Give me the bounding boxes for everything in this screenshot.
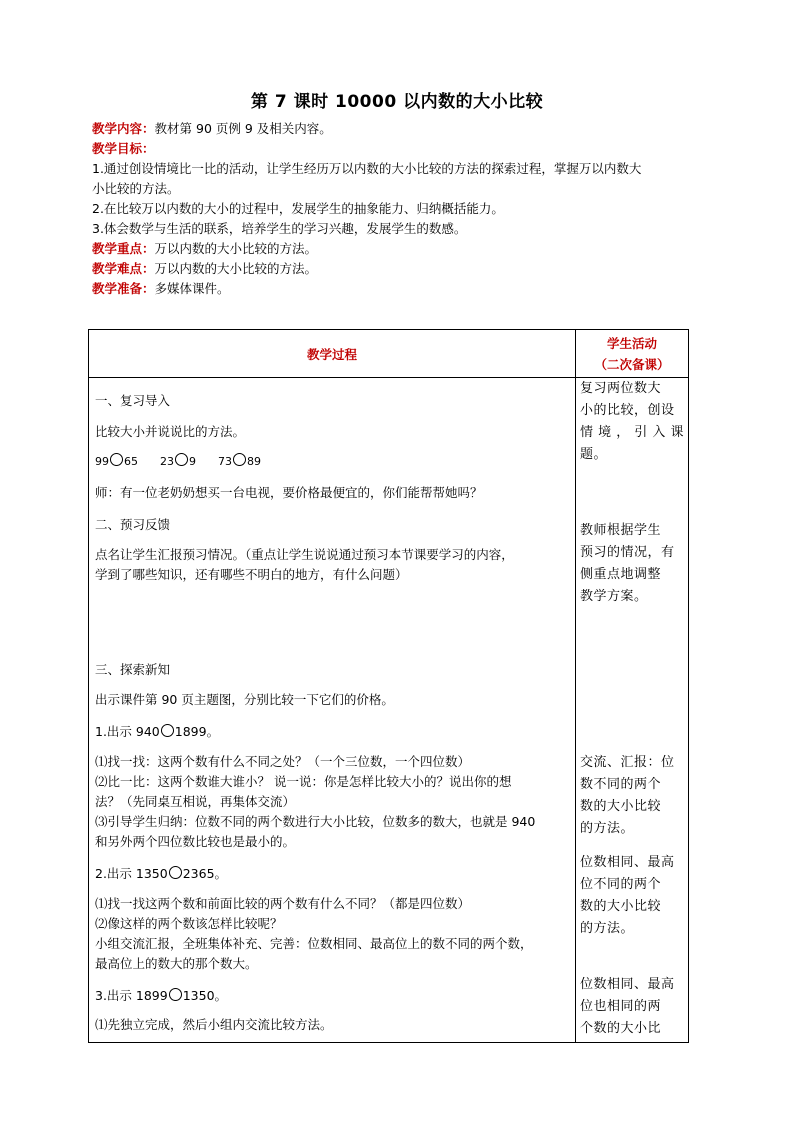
- student-activity-header-line1: 学生活动: [606, 336, 657, 351]
- side-note-line: 数不同的两个: [580, 777, 662, 792]
- compare-circle: [169, 988, 182, 1001]
- process-line: 最高位上的数大的那个数大。: [95, 956, 258, 971]
- goal-line: 小比较的方法。: [92, 181, 180, 196]
- side-note: [580, 852, 684, 940]
- side-note: [580, 752, 684, 840]
- side-note-line: 教师根据学生: [580, 523, 662, 538]
- process-line: 出示课件第 90 页主题图，分别比较一下它们的价格。: [95, 692, 394, 707]
- question-1-pre: 1.出示 940: [95, 724, 160, 739]
- process-line: ⑴找一找这两个数和前面比较的两个数有什么不同？（都是四位数）: [95, 896, 471, 911]
- question-2-pre: 2.出示 1350: [95, 866, 168, 881]
- process-cell: [89, 378, 576, 1043]
- side-note-line: 位不同的两个: [580, 877, 662, 892]
- side-note-line: 的方法。: [580, 821, 635, 836]
- question-3: [95, 986, 569, 1006]
- process-line: 师：有一位老奶奶想买一台电视，要价格最便宜的，你们能帮帮她吗？: [95, 485, 483, 500]
- side-note-line: 教学方案。: [580, 589, 648, 604]
- compare-c-right: 89: [247, 455, 261, 468]
- question-2-post: 2365。: [182, 866, 228, 881]
- prep-label: 教学准备：: [92, 281, 155, 296]
- goals-label: 教学目标：: [92, 141, 155, 156]
- process-line: 小组交流汇报，全班集体补充、完善：位数相同、最高位上的数不同的两个数，: [95, 936, 533, 951]
- student-activity-header: [576, 330, 689, 378]
- prep-text: 多媒体课件。: [154, 281, 230, 296]
- student-activity-header-line2: （二次备课）: [594, 357, 670, 372]
- compare-b-left: 23: [160, 455, 174, 468]
- compare-circle: [233, 453, 246, 466]
- key-label: 教学重点：: [92, 241, 155, 256]
- lesson-table: [88, 329, 689, 1043]
- content-label: 教学内容：: [92, 121, 155, 136]
- content-line: [92, 119, 722, 139]
- compare-circle: [161, 724, 174, 737]
- process-line: 比较大小并说说比的方法。: [95, 424, 246, 439]
- side-note: [580, 520, 684, 608]
- question-2: [95, 864, 569, 884]
- key-text: 万以内数的大小比较的方法。: [154, 241, 318, 256]
- compare-c-left: 73: [218, 455, 232, 468]
- compare-b-right: 9: [189, 455, 196, 468]
- page-title: 第 7 课时 10000 以内数的大小比较: [250, 92, 544, 112]
- side-note: [580, 378, 684, 466]
- prep-line: [92, 279, 722, 299]
- side-note-line: 位数相同、最高: [580, 855, 675, 870]
- compare-a-right: 65: [124, 455, 138, 468]
- process-line: ⑴先独立完成，然后小组内交流比较方法。: [95, 1017, 333, 1032]
- compare-circle: [110, 453, 123, 466]
- side-note-line: 小的比较，创设: [580, 403, 675, 418]
- side-note-line: 情境，引入课题。: [580, 425, 684, 462]
- side-note-line: 交流、汇报：位: [580, 755, 675, 770]
- question-1: [95, 722, 569, 742]
- compare-circle: [175, 453, 188, 466]
- side-note-line: 个数的大小比: [580, 1021, 662, 1036]
- process-line: 学到了哪些知识，还有哪些不明白的地方，有什么问题）: [95, 567, 408, 582]
- process-line: ⑶引导学生归纳：位数不同的两个数进行大小比较，位数多的数大，也就是 940: [95, 814, 536, 829]
- process-line: 点名让学生汇报预习情况。（重点让学生说说通过预习本节课要学习的内容，: [95, 547, 514, 562]
- process-header: [89, 330, 576, 378]
- process-line: ⑵比一比：这两个数谁大谁小？ 说一说：你是怎样比较大小的？说出你的想: [95, 774, 512, 789]
- side-note-line: 的方法。: [580, 921, 635, 936]
- question-3-pre: 3.出示 1899: [95, 988, 168, 1003]
- side-note-line: 数的大小比较: [580, 799, 662, 814]
- side-note-line: 侧重点地调整: [580, 567, 662, 582]
- side-note-line: 位也相同的两: [580, 999, 662, 1014]
- student-activity-cell: [576, 378, 689, 1043]
- goal-line: 2.在比较万以内数的大小的过程中，发展学生的抽象能力、归纳概括能力。: [92, 201, 504, 216]
- process-line: 和另外两个四位数比较也是最小的。: [95, 834, 296, 849]
- compare-a-left: 99: [95, 455, 109, 468]
- side-note: [580, 974, 684, 1040]
- difficulty-line: [92, 259, 722, 279]
- goal-line: 3.体会数学与生活的联系，培养学生的学习兴趣，发展学生的数感。: [92, 221, 467, 236]
- compare-exercises: [95, 452, 569, 472]
- difficulty-text: 万以内数的大小比较的方法。: [154, 261, 318, 276]
- compare-circle: [169, 866, 182, 879]
- content-text: 教材第 90 页例 9 及相关内容。: [154, 121, 332, 136]
- process-header-text: 教学过程: [306, 347, 357, 362]
- section-title: 二、预习反馈: [95, 517, 171, 532]
- goal-line: 1.通过创设情境比一比的活动，让学生经历万以内数的大小比较的方法的探索过程，掌握万以内数大: [92, 161, 642, 176]
- question-3-post: 1350。: [182, 988, 228, 1003]
- question-1-post: 1899。: [174, 724, 220, 739]
- side-note-line: 预习的情况，有: [580, 545, 675, 560]
- side-note-line: 复习两位数大: [580, 381, 662, 396]
- process-line: ⑵像这样的两个数该怎样比较呢？: [95, 916, 283, 931]
- lesson-header: [92, 119, 722, 299]
- side-note-line: 数的大小比较: [580, 899, 662, 914]
- side-note-line: 位数相同、最高: [580, 977, 675, 992]
- process-line: ⑴找一找：这两个数有什么不同之处？（一个三位数，一个四位数）: [95, 754, 471, 769]
- section-title: 三、探索新知: [95, 662, 171, 677]
- section-title: 一、复习导入: [95, 393, 171, 408]
- goals-label-line: [92, 139, 722, 159]
- key-point-line: [92, 239, 722, 259]
- difficulty-label: 教学难点：: [92, 261, 155, 276]
- process-line: 法？（先同桌互相说，再集体交流）: [95, 794, 296, 809]
